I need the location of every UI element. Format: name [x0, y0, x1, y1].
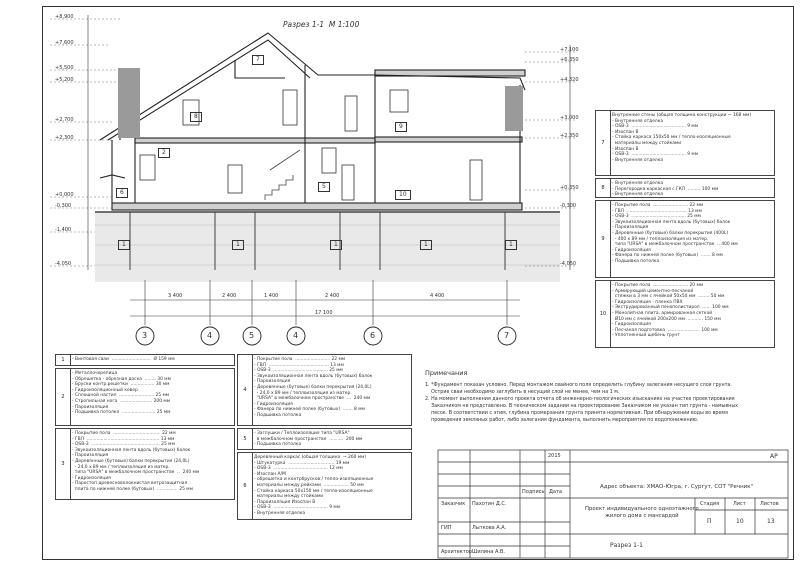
- spec-block-9: 9 - Покрытие пола ......................... 22 мм - ГВЛ ........................................... 13 мм - OSB-3 ....................................... 25 мм - Звукоизоляционная лента вдоль (бутовых) балок - Пароизоляция - Деревянные (бутовые) балки перекрытия (400L) - 400 х 89 мм / теплоизоляция из матер. типа "URSA" в межбалочном пространстве .. 400 мм - Гидроизоляция - Фанера по нижней полке (бутовых) ....... 8 мм - Подшивка потолка: [595, 200, 775, 278]
- room-number: 10: [395, 190, 411, 200]
- role-architect: Архитектор: [441, 549, 472, 555]
- elevation-right: +6,350: [560, 57, 579, 63]
- title-sheet: 10: [736, 518, 744, 525]
- spec-text: Внутренние стены (общая толщина конструкции ~ 168 мм) - Внутренняя отделка - OSB-3 ....................................... 9 мм - Изоспан В - Стойка каркаса 150х50 мм / тепло-изоляционные материалы между стойками - Изоспан В - OSB-3 ....................................... 9 мм - Внутренняя отделка: [612, 113, 752, 163]
- elevation-left: -1,400: [55, 227, 72, 233]
- spec-text: - Винтовая сваи ............................ Ø 159 мм: [72, 357, 175, 362]
- elevation-left: -0,300: [55, 203, 72, 209]
- title-year: 2015: [548, 453, 561, 459]
- grid-axis-label: 4: [293, 331, 299, 340]
- spec-text: - Покрытие пола ......................... 22 мм - ГВЛ ........................................... 13 мм - OSB-3 ....................................... 25 мм - Звукоизоляционная лента вдоль (бутовых) балок - Пароизоляция - Деревянные (бутовые) балки перекрытия (400L) - 400 х 89 мм / теплоизоляция из матер. типа "URSA" в межбалочном пространстве .. 400 мм - Гидроизоляция - Фанера по нижней полке (бутовых) ....... 8 мм - Подшивка потолка: [612, 203, 738, 264]
- elevation-right: -4,050: [560, 261, 577, 267]
- title-sign-label: Подпись: [522, 489, 545, 495]
- title-stage: П: [707, 518, 712, 525]
- room-number: 2: [158, 148, 170, 158]
- grid-axis-label: 3: [142, 331, 148, 340]
- name-customer: Пахотин Д.С.: [472, 501, 507, 507]
- elevation-left: +5,500: [55, 65, 74, 71]
- spec-text: - Внутренняя отделка - Перегородка каркасная с ГКЛ ......... 100 мм - Внутренняя отделка: [612, 181, 719, 198]
- title-date-label: Дата: [549, 489, 562, 495]
- title-project-name: Проект индивидуального одноэтажного жилого дома с мансардой: [585, 506, 699, 519]
- room-number: 1: [505, 240, 517, 250]
- room-number: 8: [190, 112, 202, 122]
- title-sheet-label: Лист: [733, 501, 746, 507]
- elevation-right: +0,350: [560, 185, 579, 191]
- notes-title: Примечания: [425, 369, 468, 377]
- dimension-label: 1 400: [264, 293, 279, 299]
- elevation-right: +7,100: [560, 47, 579, 53]
- room-number: 1: [330, 240, 342, 250]
- name-architect: Шилина А.В.: [472, 549, 505, 555]
- spec-block-2: 2 - Металлочерепица - Обрешетка - обрезная доска ........ 30 мм - Бруски контр.решетки ................. 30 мм - Гидроизоляционный ковер - Сплошной настил ......................... 25 мм - Стропильная нога ....................... 200 мм - Пароизоляция - Подшивка потолка ........................ 25 мм: [55, 368, 235, 426]
- elevation-left: -4,050: [55, 261, 72, 267]
- title-address: Адрес объекта: ХМАО-Югра, г. Сургут, СОТ "Речник": [600, 484, 754, 490]
- elevation-right: -0,300: [560, 203, 577, 209]
- grid-axis-label: 7: [504, 331, 510, 340]
- total-dimension: 17 100: [315, 310, 333, 316]
- title-sheet-name: Разрез 1-1: [610, 542, 643, 549]
- grid-axis-label: 6: [370, 331, 376, 340]
- spec-text: - Металлочерепица - Обрешетка - обрезная доска ........ 30 мм - Бруски контр.решетки ................. 30 мм - Гидроизоляционный ковер - Сплошной настил ......................... 25 мм - Стропильная нога ....................... 200 мм - Пароизоляция - Подшивка потолка ........................ 25 мм: [72, 371, 171, 416]
- name-gip: Лыткова А.А.: [472, 525, 507, 531]
- section-title: Разрез 1-1 М 1:100: [283, 20, 360, 29]
- spec-block-1: 1 - Винтовая сваи ............................ Ø 159 мм: [55, 354, 235, 366]
- spec-block-6: 6 Деревянный каркас (общая толщина ~ 260 мм) - Штукатурка ................................. 19 мм - OSB-3 ....................................... 12 мм - Изоспан А/М - обрешетка и контрбрусков / тепло-изоляционные материалы между рейками .................. 50 мм - Стойка каркаса 50х150 мм / тепло-изоляционные материалы между стойками - Пароизоляция Изоспан В - OSB-3 ....................................... 9 мм - Внутренняя отделка: [237, 452, 412, 520]
- elevation-left: +7,600: [55, 40, 74, 46]
- dimension-label: 2 400: [222, 293, 237, 299]
- spec-text: - Заглушки / Теплоизоляция типа "URSA" в межбалочном пространстве .......... 200 мм - Подшивка потолка: [254, 431, 363, 448]
- title-sheets-label: Листов: [760, 501, 779, 507]
- title-code: АР: [770, 453, 778, 460]
- dimension-label: 4 400: [430, 293, 445, 299]
- grid-axis-label: 4: [207, 331, 213, 340]
- room-number: 1: [118, 240, 130, 250]
- grid-axis-label: 5: [249, 331, 255, 340]
- elevation-left: +0,000: [55, 192, 74, 198]
- role-gip: ГИП: [441, 525, 452, 531]
- spec-text: Деревянный каркас (общая толщина ~ 260 мм) - Штукатурка ................................. 19 мм - OSB-3 ....................................... 12 мм - Изоспан А/М - обрешетка и контрбрусков / тепло-изоляционные материалы между рейками .................. 50 мм - Стойка каркаса 50х150 мм / тепло-изоляционные материалы между стойками - Пароизоляция Изоспан В - OSB-3 ....................................... 9 мм - Внутренняя отделка: [254, 455, 374, 516]
- elevation-left: +2,700: [55, 117, 74, 123]
- role-customer: Заказчик: [441, 501, 466, 507]
- room-number: 7: [252, 55, 264, 65]
- elevation-left: +2,300: [55, 135, 74, 141]
- spec-text: - Покрытие пола .................................. 22 мм - ГВЛ .................................................... 13 мм - OSB-3 ................................................. 25 мм - Звукоизоляционная лента вдоль (бутовых) балок - Пароизоляция - Деревянные (бутовые) балки перекрытия (24,0L) - 24,0 х 89 мм / теплоизоляция из матер. типа "URSA" в межбалочном пространстве .. 240 мм - Гидроизоляция - Паростоп древесноволокнистая ветрозащитная плита по нижней полке (бутовых) .............. 25 мм: [72, 431, 200, 492]
- room-number: 9: [395, 122, 407, 132]
- spec-block-5: 5 - Заглушки / Теплоизоляция типа "URSA" в межбалочном пространстве .......... 200 мм - Подшивка потолка: [237, 428, 412, 450]
- spec-block-7: 7 Внутренние стены (общая толщина конструкции ~ 168 мм) - Внутренняя отделка - OSB-3 ....................................... 9 мм - Изоспан В - Стойка каркаса 150х50 мм / тепло-изоляционные материалы между стойками - Изоспан В - OSB-3 ....................................... 9 мм - Внутренняя отделка: [595, 110, 775, 176]
- spec-block-10: 10 - Покрытие пола ......................... 20 мм - Армирующий цементно-песчаной стяжки в 3 мм с ячейкой 50х50 мм ........ 50 мм - Гидроизоляция - пленка ПВХ - Экструдированный пенополистирол ...... 100 мм - Монолитная плита, армированная сеткой Ø10 мм с ячейкой 200х200 мм ........... 150 мм - Гидроизоляция - Песчаная подготовка ....................... 100 мм - Уплотненный щебень грунт: [595, 280, 775, 348]
- spec-block-4: 4 - Покрытие пола ......................... 22 мм - ГВЛ ........................................... 13 мм - OSB-3 ....................................... 25 мм - Звукоизоляционная лента вдоль (бутовых) балок - Пароизоляция - Деревянные (бутовые) балки перекрытия (24,0L) - 24,0 х 89 мм / теплоизоляция из матер. "URSA" в межбалочном пространстве ... 240 мм - Гидроизоляция - Фанера по нижней полке (бутовых) ....... 8 мм - Подшивка потолка: [237, 354, 412, 426]
- elevation-left: +5,200: [55, 77, 74, 83]
- room-number: 6: [116, 188, 128, 198]
- spec-text: - Покрытие пола ......................... 20 мм - Армирующий цементно-песчаной стяжки в 3 мм с ячейкой 50х50 мм ........ 50 мм - Гидроизоляция - пленка ПВХ - Экструдированный пенополистирол ...... 100 мм - Монолитная плита, армированная сеткой Ø10 мм с ячейкой 200х200 мм ........... 150 мм - Гидроизоляция - Песчаная подготовка ....................... 100 мм - Уплотненный щебень грунт: [612, 283, 729, 339]
- room-number: 5: [318, 182, 330, 192]
- elevation-right: +2,350: [560, 133, 579, 139]
- spec-text: - Покрытие пола ......................... 22 мм - ГВЛ ........................................... 13 мм - OSB-3 ....................................... 25 мм - Звукоизоляционная лента вдоль (бутовых) балок - Пароизоляция - Деревянные (бутовые) балки перекрытия (24,0L) - 24,0 х 89 мм / теплоизоляция из матер. "URSA" в межбалочном пространстве ... 240 мм - Гидроизоляция - Фанера по нижней полке (бутовых) ....... 8 мм - Подшивка потолка: [254, 357, 373, 418]
- room-number: 1: [420, 240, 432, 250]
- room-number: 1: [232, 240, 244, 250]
- spec-block-3: 3 - Покрытие пола .................................. 22 мм - ГВЛ .................................................... 13 мм - OSB-3 ................................................. 25 мм - Звукоизоляционная лента вдоль (бутовых) балок - Пароизоляция - Деревянные (бутовые) балки перекрытия (24,0L) - 24,0 х 89 мм / теплоизоляция из матер. типа "URSA" в межбалочном пространстве .. 240 мм - Гидроизоляция - Паростоп древесноволокнистая ветрозащитная плита по нижней полке (бутовых) .............. 25 мм: [55, 428, 235, 500]
- elevation-right: +3,000: [560, 115, 579, 121]
- notes-text: 1. *Фундамент показан условно. Перед монтажом свайного поля определить глубину залегания несущего слоя грунта. Острие сваи необходимо заглубить в несущий слой не менее, чем на 1 м. 2. На момент выполнения данного проекта отчета об инженерно-геологических изысканиях на участке проектирования Заказчиком не представлено. В техническом задании на проектирование Заказчиком не указан тип грунта - намывных песок. В соответствии с этим, глубина промерзания грунта принята нормативная. При обнаружении воды во время проведения земляных работ, либо залегания фундамента, выполнить мероприятия по водопонижению.: [425, 383, 738, 423]
- spec-block-8: 8 - Внутренняя отделка - Перегородка каркасная с ГКЛ ......... 100 мм - Внутренняя отделка: [595, 178, 775, 198]
- dimension-label: 2 400: [325, 293, 340, 299]
- elevation-right: +4,320: [560, 77, 579, 83]
- dimension-label: 3 400: [168, 293, 183, 299]
- elevation-left: +8,900: [55, 14, 74, 20]
- title-sheets: 13: [767, 518, 775, 525]
- title-stage-label: Стадия: [700, 501, 720, 507]
